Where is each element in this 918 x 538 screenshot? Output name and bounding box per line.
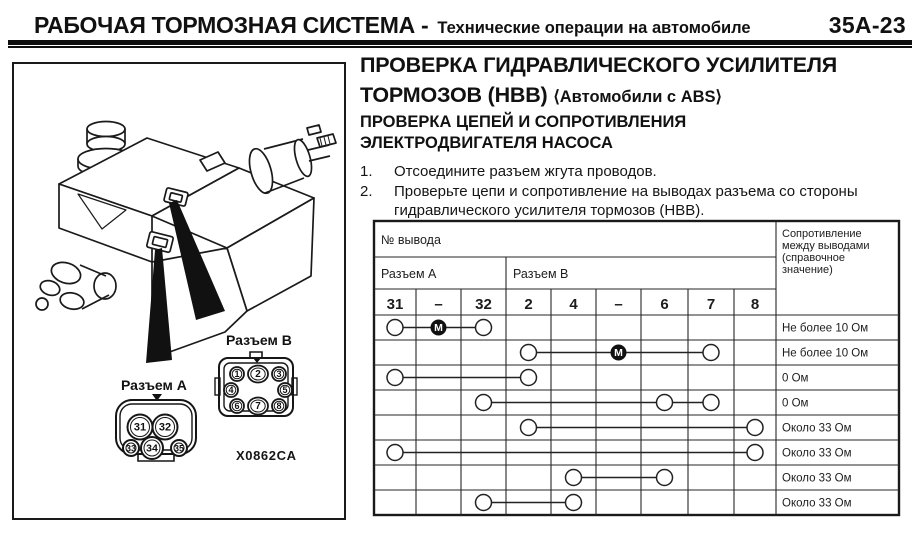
pin-column-header: 31 — [386, 296, 404, 313]
connector-a-label: Разъем A — [121, 377, 187, 393]
resistance-value: Около 33 Ом — [782, 422, 852, 435]
pin-column-header: 7 — [706, 296, 716, 313]
pin-b-number: 1 — [234, 369, 240, 380]
pin-circle — [747, 445, 763, 461]
resistance-header-line: (справочное — [782, 252, 845, 264]
pin-circle — [747, 420, 763, 436]
resistance-table-wrap — [372, 219, 901, 522]
pin-column-header: – — [434, 296, 443, 313]
pin-b-number: 2 — [255, 369, 261, 381]
pin-circle — [521, 370, 537, 386]
pin-circle — [521, 345, 537, 361]
pin-circle — [566, 495, 582, 511]
header-subtitle: Технические операции на автомобиле — [437, 19, 751, 37]
section-title-line1: ПРОВЕРКА ГИДРАВЛИЧЕСКОГО УСИЛИТЕЛЯ — [360, 53, 838, 77]
connector-b-diagram — [215, 352, 297, 416]
pin-column-header: 6 — [660, 296, 669, 313]
pin-a-number: 35 — [173, 443, 185, 454]
pin-a-number: 32 — [158, 421, 172, 434]
pin-a-number: 34 — [146, 442, 158, 455]
page-number: 35A-23 — [828, 12, 906, 38]
connector-a-pins — [123, 415, 187, 460]
pin-circle — [703, 395, 719, 411]
step-number: 2. — [360, 182, 373, 200]
section-title-line2 — [360, 80, 918, 112]
pin-b-number: 4 — [228, 385, 234, 396]
pin-a-number: 31 — [133, 421, 147, 434]
section-subtitle-line1: ПРОВЕРКА ЦЕПЕЙ И СОПРОТИВЛЕНИЯ — [360, 113, 687, 131]
step-item — [360, 182, 892, 221]
motor-symbol-letter: M — [614, 347, 623, 360]
pin-b-number: 8 — [276, 401, 282, 412]
pin-a-number: 33 — [125, 443, 137, 454]
section-subtitle-line2: ЭЛЕКТРОДВИГАТЕЛЯ НАСОСА — [360, 134, 613, 152]
group-b-label: Разъем B — [513, 267, 569, 281]
pin-circle — [566, 470, 582, 486]
pin-circle — [657, 395, 673, 411]
figure-box — [12, 62, 346, 520]
pin-circle — [387, 370, 403, 386]
step-text: Отсоедините разъем жгута проводов. — [394, 163, 657, 180]
pin-column-header: – — [614, 296, 623, 313]
resistance-value: 0 Ом — [782, 397, 809, 410]
resistance-header-line: Сопротивление — [782, 228, 862, 240]
pin-b-number: 7 — [255, 401, 261, 413]
pin-circle — [387, 445, 403, 461]
resistance-value: Около 33 Ом — [782, 447, 852, 460]
pin-circle — [476, 320, 492, 336]
resistance-value: Около 33 Ом — [782, 497, 852, 510]
header-title: РАБОЧАЯ ТОРМОЗНАЯ СИСТЕМА - — [34, 12, 429, 38]
connector-b-pins — [224, 366, 292, 415]
section-title-line2-text: ТОРМОЗОВ (HBB) — [360, 83, 548, 107]
pin-circle — [521, 420, 537, 436]
resistance-value: Не более 10 Ом — [782, 347, 869, 360]
pin-circle — [476, 395, 492, 411]
pin-circle — [476, 495, 492, 511]
pin-circle — [387, 320, 403, 336]
pin-column-header: 8 — [750, 296, 760, 313]
connector-b-label: Разъем B — [226, 332, 292, 348]
step-number: 1. — [360, 163, 373, 180]
pin-b-number: 5 — [282, 385, 288, 396]
resistance-value: Не более 10 Ом — [782, 322, 869, 335]
pin-circle — [657, 470, 673, 486]
connector-a-diagram — [116, 394, 196, 461]
motor-symbol-letter: M — [434, 322, 443, 335]
pin-b-number: 3 — [276, 369, 282, 380]
group-a-label: Разъем A — [381, 267, 437, 281]
resistance-header-line: значение) — [782, 264, 833, 276]
booster-illustration — [14, 64, 344, 518]
section-title-note: ⟨Автомобили с ABS⟩ — [553, 88, 722, 106]
pin-column-header: 2 — [524, 296, 533, 313]
pin-column-header: 4 — [569, 296, 578, 313]
pin-header-label: № вывода — [381, 233, 441, 247]
pin-b-number: 6 — [234, 401, 240, 412]
resistance-value: 0 Ом — [782, 372, 809, 385]
step-item — [360, 162, 892, 182]
header-rule — [8, 40, 912, 48]
step-text: Проверьте цепи и сопротивление на выводах разъема со стороны гидравлического усилителя тормозов (HBB). — [394, 182, 858, 219]
pin-column-header: 32 — [475, 296, 492, 313]
resistance-table — [372, 219, 901, 517]
procedure-steps — [360, 162, 892, 221]
resistance-header-line: между выводами — [782, 240, 870, 252]
page-header — [34, 12, 906, 39]
resistance-value: Около 33 Ом — [782, 472, 852, 485]
section-content — [360, 50, 918, 221]
pin-circle — [703, 345, 719, 361]
figure-code: X0862CA — [236, 448, 297, 463]
